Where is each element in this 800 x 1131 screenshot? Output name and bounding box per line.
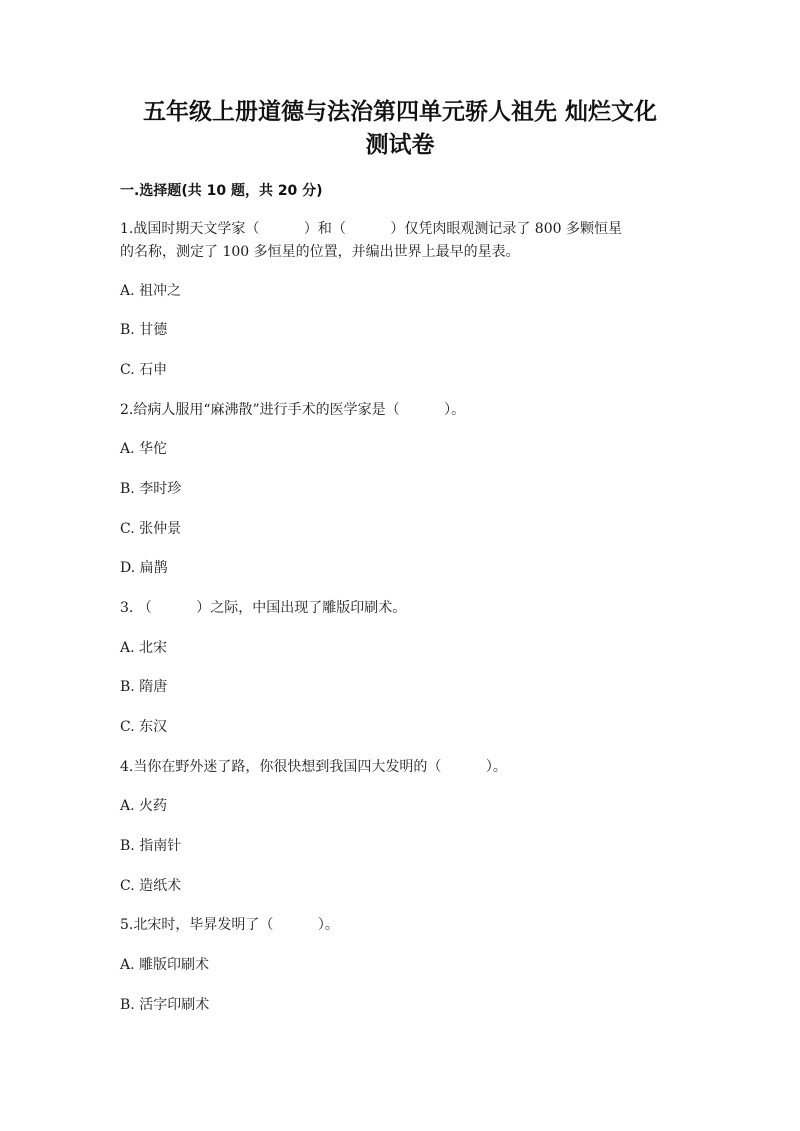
section-heading: 一.选择题(共 10 题，共 20 分)	[120, 183, 323, 199]
question-4-option-b: B. 指南针	[120, 838, 182, 854]
question-1-option-a: A. 祖冲之	[120, 283, 182, 299]
question-3-option-b: B. 隋唐	[120, 679, 168, 695]
question-4-stem: 4.当你在野外迷了路，你很快想到我国四大发明的（ ）。	[120, 759, 507, 775]
question-4-option-a: A. 火药	[120, 798, 168, 814]
page-title-line2: 测试卷	[365, 132, 435, 158]
question-2-option-c: C. 张仲景	[120, 521, 182, 537]
question-2-option-a: A. 华佗	[120, 441, 168, 457]
question-4-option-c: C. 造纸术	[120, 878, 182, 894]
question-3-option-c: C. 东汉	[120, 719, 168, 735]
page-title-line1: 五年级上册道德与法治第四单元骄人祖先 灿烂文化	[142, 99, 657, 125]
question-2-option-d: D. 扁鹊	[120, 560, 168, 576]
question-3-stem: 3. （ ）之际，中国出现了雕版印刷术。	[120, 600, 407, 616]
question-5-option-b: B. 活字印刷术	[120, 997, 210, 1013]
question-1-stem-line-2: 的名称，测定了 100 多恒星的位置，并编出世界上最早的星表。	[120, 244, 520, 260]
question-1-option-c: C. 石申	[120, 362, 168, 378]
question-3-option-a: A. 北宋	[120, 640, 168, 656]
question-5-stem: 5.北宋时，毕昇发明了（ ）。	[120, 917, 339, 933]
question-5-option-a: A. 雕版印刷术	[120, 957, 210, 973]
question-2-stem: 2.给病人服用“麻沸散”进行手术的医学家是（ ）。	[120, 402, 466, 418]
question-1-stem-line-1: 1.战国时期天文学家（ ）和（ ）仅凭肉眼观测记录了 800 多颗恒星	[120, 221, 622, 237]
question-2-option-b: B. 李时珍	[120, 481, 182, 497]
question-1-option-b: B. 甘德	[120, 322, 168, 338]
